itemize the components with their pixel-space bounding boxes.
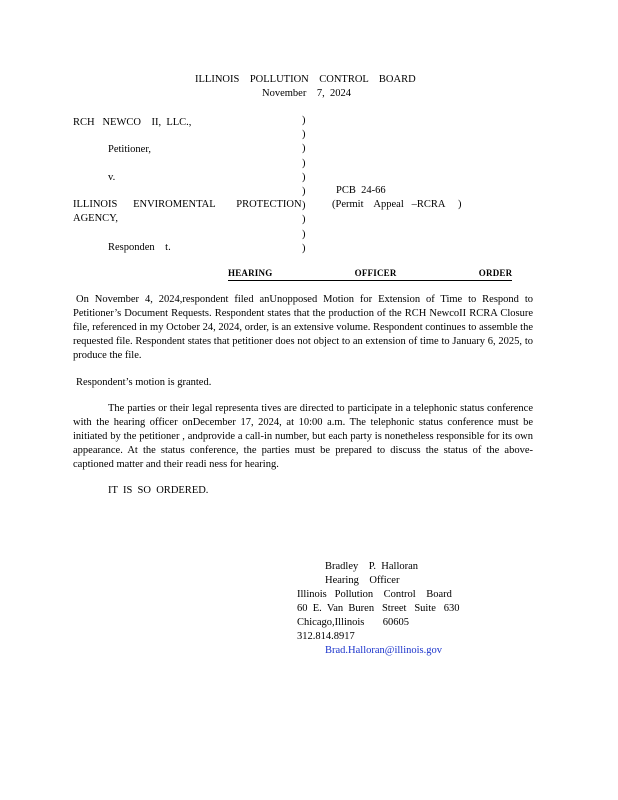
respondent-name-line2: AGENCY, [73,213,119,224]
so-ordered: IT IS SO ORDERED. [108,485,209,496]
versus-label: v. [108,172,116,183]
petitioner-role: Petitioner, [108,144,152,155]
caption-paren: ) [302,115,306,126]
signer-email-link[interactable]: Brad.Halloran@illinois.gov [325,645,442,656]
caption-paren: ) [302,214,306,226]
board-title: ILLINOIS POLLUTION CONTROL BOARD [195,74,416,85]
caption-paren: ) [302,157,306,169]
case-number: PCB 24-66 [336,185,386,196]
signer-organization: Illinois Pollution Control Board [297,589,452,600]
respondent-role: Responden t. [108,242,171,253]
caption-paren: ) [302,200,306,212]
caption-paren: ) [302,242,306,254]
signer-address: 60 E. Van Buren Street Suite 630 [297,603,460,614]
case-type: (Permit Appeal –RCRA ) [332,199,462,210]
paragraph-status-conference: The parties or their legal representa tives are directed to participate in a telephonic status conference with the hearing officer onDecember 17, 2024, at 10:00 a.m. The telephonic status conference must be initiated by the petitioner , andprovide a call-in number, but each party is nonetheless responsible for its own appearance. At the status conference, the parties must be prepared to discuss the status of the above- captioned matter and their readi ness for hearing. [73,403,533,470]
caption-paren: ) [302,186,306,198]
signer-title: Hearing Officer [325,575,400,586]
paragraph-granted: Respondent’s motion is granted. [76,377,212,388]
petitioner-name: RCH NEWCO II, LLC., [73,117,192,128]
paragraph-motion: On November 4, 2024,respondent filed anUnopposed Motion for Extension of Time to Respond to Petitioner’s Document Requests. Respondent states that the production of the RCH NewcoII RCRA Closure file, referenced in my October 24, 2024, order, is an extensive volume. Respondent continues to assemble the requested file. Respondent states that petitioner does not object to an extension of time to January 6, 2025, to produce the file. [73,294,533,361]
signer-city: Chicago,Illinois 60605 [297,617,409,628]
caption-paren: ) [302,228,306,240]
respondent-name-line1: ILLINOIS ENVIROMENTAL PROTECTION [73,199,302,210]
signer-phone: 312.814.8917 [297,631,355,642]
caption-paren: ) [302,143,306,155]
caption-paren: ) [302,129,306,141]
order-heading: HEARING OFFICER ORDER [228,268,512,281]
caption-parenthesis-column [302,114,312,256]
order-date: November 7, 2024 [262,88,351,99]
signer-name: Bradley P. Halloran [325,561,419,572]
caption-paren: ) [302,171,306,183]
